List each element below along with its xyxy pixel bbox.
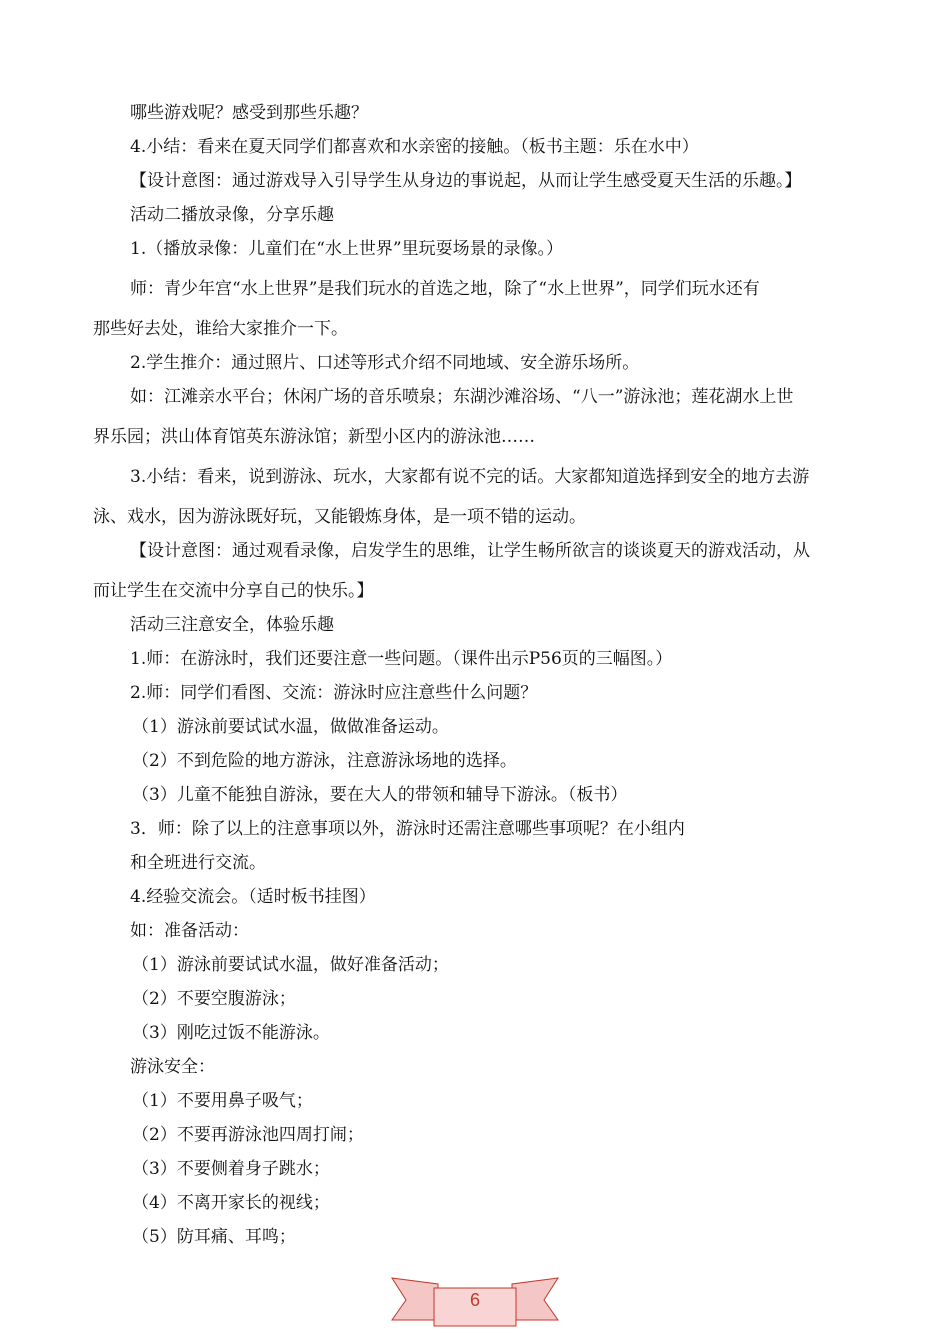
- design-intent-line: 【设计意图：通过游戏导入引导学生从身边的事说起，从而让学生感受夏天生活的乐趣。】: [130, 171, 802, 191]
- design-intent-line: 【设计意图：通过观看录像，启发学生的思维，让学生畅所欲言的谈谈夏天的游戏活动，从: [130, 541, 810, 561]
- paragraph-line: 泳、戏水，因为游泳既好玩，又能锻炼身体，是一项不错的运动。: [93, 507, 586, 527]
- list-item: （4）不离开家长的视线；: [132, 1193, 330, 1213]
- paragraph-line: 1.（播放录像：儿童们在“水上世界”里玩耍场景的录像。）: [130, 239, 564, 259]
- paragraph-line: 4.小结：看来在夏天同学们都喜欢和水亲密的接触。（板书主题：乐在水中）: [130, 137, 699, 157]
- list-item: （5）防耳痛、耳鸣；: [132, 1227, 296, 1247]
- list-item: （2）不要空腹游泳；: [132, 989, 296, 1009]
- paragraph-line: 和全班进行交流。: [130, 853, 266, 873]
- section-heading: 活动三注意安全，体验乐趣: [130, 615, 334, 635]
- paragraph-line: 3．师：除了以上的注意事项以外，游泳时还需注意哪些事项呢？在小组内: [130, 819, 685, 839]
- page-number: 6: [469, 1290, 480, 1310]
- page-footer: [390, 1270, 560, 1334]
- paragraph-line: 如：准备活动：: [130, 921, 249, 941]
- paragraph-line: 1.师：在游泳时，我们还要注意一些问题。（课件出示P56页的三幅图。）: [130, 649, 673, 669]
- list-item: （2）不到危险的地方游泳，注意游泳场地的选择。: [132, 751, 517, 771]
- list-item: （3）儿童不能独自游泳，要在大人的带领和辅导下游泳。（板书）: [132, 785, 628, 805]
- paragraph-line: 2.师：同学们看图、交流：游泳时应注意些什么问题？: [130, 683, 538, 703]
- paragraph-line: 哪些游戏呢？感受到那些乐趣？: [130, 103, 368, 123]
- list-item: （1）不要用鼻子吸气；: [132, 1091, 313, 1111]
- list-item: （1）游泳前要试试水温，做做准备运动。: [132, 717, 449, 737]
- paragraph-line: 4.经验交流会。（适时板书挂图）: [130, 887, 376, 907]
- list-item: （1）游泳前要试试水温，做好准备活动；: [132, 955, 449, 975]
- paragraph-line: 那些好去处，谁给大家推介一下。: [93, 319, 348, 339]
- list-item: （3）不要侧着身子跳水；: [132, 1159, 330, 1179]
- design-intent-line: 而让学生在交流中分享自己的快乐。】: [93, 581, 374, 601]
- paragraph-line: 2.学生推介：通过照片、口述等形式介绍不同地域、安全游乐场所。: [130, 353, 640, 373]
- section-heading: 活动二播放录像，分享乐趣: [130, 205, 334, 225]
- document-body: [93, 96, 863, 1254]
- paragraph-line: 师：青少年宫“水上世界”是我们玩水的首选之地，除了“水上世界”，同学们玩水还有: [130, 279, 760, 299]
- paragraph-line: 如：江滩亲水平台；休闲广场的音乐喷泉；东湖沙滩浴场、“八一”游泳池；莲花湖水上世: [130, 387, 794, 407]
- paragraph-line: 3.小结：看来，说到游泳、玩水，大家都有说不完的话。大家都知道选择到安全的地方去游: [130, 467, 810, 487]
- paragraph-line: 界乐园；洪山体育馆英东游泳馆；新型小区内的游泳池……: [93, 427, 535, 447]
- paragraph-line: 游泳安全：: [130, 1057, 215, 1077]
- list-item: （3）刚吃过饭不能游泳。: [132, 1023, 330, 1043]
- list-item: （2）不要再游泳池四周打闹；: [132, 1125, 364, 1145]
